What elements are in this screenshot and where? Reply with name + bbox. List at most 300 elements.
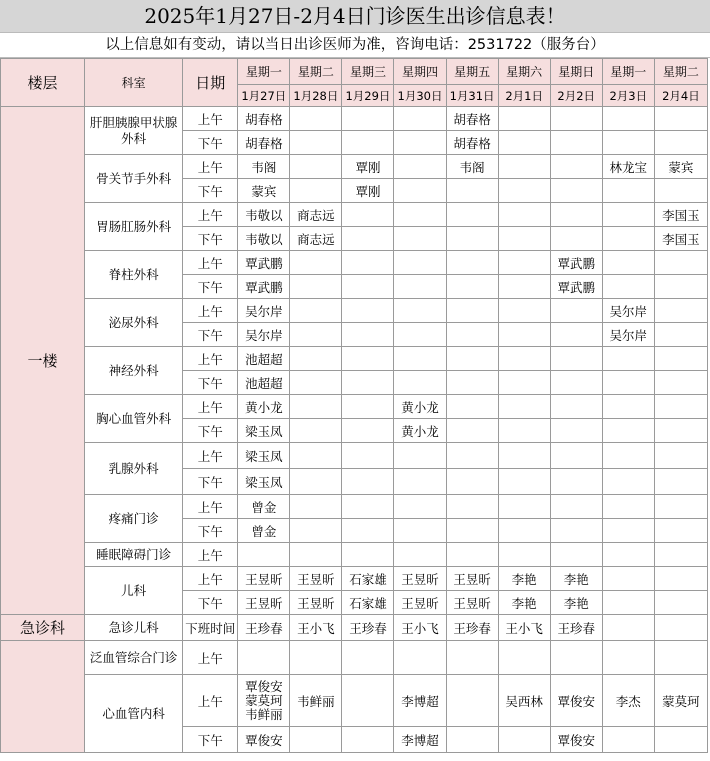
- doctor-cell: 梁玉凤: [238, 469, 290, 495]
- doctor-cell: [498, 323, 550, 347]
- doctor-cell: [602, 443, 654, 469]
- date-column-header: 1月28日: [290, 85, 342, 107]
- doctor-cell: 黄小龙: [394, 395, 446, 419]
- doctor-cell: [342, 419, 394, 443]
- doctor-cell: [498, 641, 550, 675]
- doctor-cell: [498, 371, 550, 395]
- doctor-cell: [498, 251, 550, 275]
- doctor-cell: [446, 469, 498, 495]
- doctor-cell: [654, 591, 707, 615]
- doctor-cell: [654, 299, 707, 323]
- date-header: 日期: [183, 59, 238, 107]
- doctor-cell: [290, 371, 342, 395]
- doctor-cell: 梁玉凤: [238, 443, 290, 469]
- doctor-cell: [498, 155, 550, 179]
- weekday-header: 星期六: [498, 59, 550, 85]
- doctor-cell: [394, 131, 446, 155]
- doctor-cell: [394, 227, 446, 251]
- doctor-cell: [238, 543, 290, 567]
- doctor-cell: 王珍春: [446, 615, 498, 641]
- doctor-cell: [446, 641, 498, 675]
- doctor-cell: [498, 131, 550, 155]
- table-row: [1, 299, 708, 323]
- doctor-cell: [290, 469, 342, 495]
- doctor-cell: [342, 727, 394, 753]
- doctor-cell: [394, 641, 446, 675]
- doctor-cell: [602, 567, 654, 591]
- department-name: 骨关节手外科: [85, 155, 183, 203]
- doctor-cell: [602, 519, 654, 543]
- weekday-header: 星期二: [290, 59, 342, 85]
- doctor-cell: 王昱昕: [394, 567, 446, 591]
- doctor-cell: [290, 641, 342, 675]
- doctor-cell: [602, 131, 654, 155]
- doctor-cell: [654, 727, 707, 753]
- doctor-cell: 覃武鹏: [550, 275, 602, 299]
- date-column-header: 1月31日: [446, 85, 498, 107]
- doctor-cell: 商志远: [290, 227, 342, 251]
- schedule-table: [0, 58, 708, 753]
- doctor-cell: 覃武鹏: [238, 251, 290, 275]
- doctor-cell: [342, 323, 394, 347]
- weekday-header: 星期三: [342, 59, 394, 85]
- doctor-cell: [446, 347, 498, 371]
- doctor-cell: [446, 275, 498, 299]
- doctor-cell: [602, 371, 654, 395]
- doctor-cell: [342, 203, 394, 227]
- doctor-cell: [602, 251, 654, 275]
- doctor-cell: [654, 543, 707, 567]
- weekday-header: 星期一: [602, 59, 654, 85]
- doctor-cell: [290, 727, 342, 753]
- doctor-cell: [290, 155, 342, 179]
- doctor-cell: [394, 275, 446, 299]
- doctor-cell: [550, 641, 602, 675]
- doctor-cell: [654, 107, 707, 131]
- doctor-cell: [550, 469, 602, 495]
- doctor-cell: [602, 495, 654, 519]
- department-name: 脊柱外科: [85, 251, 183, 299]
- doctor-cell: [342, 469, 394, 495]
- doctor-cell: [498, 443, 550, 469]
- time-slot: 下午: [183, 469, 238, 495]
- time-slot: 上午: [183, 567, 238, 591]
- doctor-cell: [550, 495, 602, 519]
- time-slot: 上午: [183, 675, 238, 727]
- doctor-cell: [498, 179, 550, 203]
- doctor-cell: 李艳: [550, 567, 602, 591]
- doctor-cell: [654, 347, 707, 371]
- table-row: [1, 107, 708, 131]
- doctor-cell: 覃刚: [342, 155, 394, 179]
- doctor-cell: [446, 179, 498, 203]
- date-column-header: 2月3日: [602, 85, 654, 107]
- doctor-cell: [394, 371, 446, 395]
- doctor-cell: [394, 107, 446, 131]
- doctor-cell: [290, 543, 342, 567]
- doctor-cell: 覃俊安 蒙莫珂 韦鲜丽: [238, 675, 290, 727]
- doctor-cell: [394, 347, 446, 371]
- time-slot: 下午: [183, 131, 238, 155]
- date-column-header: 2月2日: [550, 85, 602, 107]
- doctor-cell: [290, 251, 342, 275]
- doctor-cell: 蒙宾: [654, 155, 707, 179]
- doctor-cell: [290, 519, 342, 543]
- doctor-cell: [446, 395, 498, 419]
- time-slot: 上午: [183, 203, 238, 227]
- doctor-cell: [394, 323, 446, 347]
- doctor-cell: 王小飞: [290, 615, 342, 641]
- doctor-cell: [394, 519, 446, 543]
- doctor-cell: 池超超: [238, 371, 290, 395]
- doctor-cell: [602, 227, 654, 251]
- doctor-cell: [498, 469, 550, 495]
- department-name: 神经外科: [85, 347, 183, 395]
- doctor-cell: 覃刚: [342, 179, 394, 203]
- floor-label: 一楼: [1, 107, 85, 615]
- doctor-cell: 商志远: [290, 203, 342, 227]
- doctor-cell: [290, 275, 342, 299]
- time-slot: 上午: [183, 443, 238, 469]
- doctor-cell: [498, 495, 550, 519]
- table-row: [1, 203, 708, 227]
- doctor-cell: 吴尔岸: [238, 299, 290, 323]
- table-row: [1, 567, 708, 591]
- doctor-cell: 石家雄: [342, 567, 394, 591]
- time-slot: 下午: [183, 323, 238, 347]
- doctor-cell: [394, 155, 446, 179]
- time-slot: 下午: [183, 179, 238, 203]
- doctor-cell: [342, 251, 394, 275]
- doctor-cell: [446, 227, 498, 251]
- doctor-cell: [446, 203, 498, 227]
- doctor-cell: [550, 395, 602, 419]
- doctor-cell: [342, 495, 394, 519]
- doctor-cell: 池超超: [238, 347, 290, 371]
- weekday-header: 星期日: [550, 59, 602, 85]
- date-column-header: 1月29日: [342, 85, 394, 107]
- doctor-cell: 林龙宝: [602, 155, 654, 179]
- table-row: [1, 395, 708, 419]
- doctor-cell: 王小飞: [394, 615, 446, 641]
- time-slot: 下午: [183, 727, 238, 753]
- date-column-header: 2月1日: [498, 85, 550, 107]
- doctor-cell: [498, 299, 550, 323]
- doctor-cell: 李杰: [602, 675, 654, 727]
- department-name: 乳腺外科: [85, 443, 183, 495]
- doctor-cell: 王昱昕: [446, 567, 498, 591]
- doctor-cell: 吴尔岸: [602, 323, 654, 347]
- doctor-cell: 王昱昕: [290, 591, 342, 615]
- doctor-cell: [342, 107, 394, 131]
- doctor-cell: 黄小龙: [238, 395, 290, 419]
- doctor-cell: 曾金: [238, 519, 290, 543]
- doctor-cell: [654, 615, 707, 641]
- weekday-header: 星期一: [238, 59, 290, 85]
- doctor-cell: 王小飞: [498, 615, 550, 641]
- doctor-cell: 王昱昕: [238, 591, 290, 615]
- doctor-cell: [602, 107, 654, 131]
- doctor-cell: 韦鲜丽: [290, 675, 342, 727]
- doctor-cell: [602, 395, 654, 419]
- floor-label: [1, 641, 85, 753]
- department-name: 儿科: [85, 567, 183, 615]
- doctor-cell: 梁玉凤: [238, 419, 290, 443]
- doctor-cell: [498, 227, 550, 251]
- doctor-cell: 胡春格: [238, 107, 290, 131]
- doctor-cell: [394, 203, 446, 227]
- doctor-cell: [342, 227, 394, 251]
- doctor-cell: 覃俊安: [550, 675, 602, 727]
- doctor-cell: [498, 275, 550, 299]
- doctor-cell: 胡春格: [238, 131, 290, 155]
- table-row: [1, 443, 708, 469]
- doctor-cell: [602, 469, 654, 495]
- doctor-cell: 韦敬以: [238, 227, 290, 251]
- doctor-cell: [654, 641, 707, 675]
- doctor-cell: 李国玉: [654, 227, 707, 251]
- doctor-cell: 王珍春: [550, 615, 602, 641]
- doctor-cell: [550, 107, 602, 131]
- weekday-header: 星期二: [654, 59, 707, 85]
- doctor-cell: [394, 251, 446, 275]
- doctor-cell: [654, 323, 707, 347]
- doctor-cell: 王珍春: [342, 615, 394, 641]
- doctor-cell: [602, 641, 654, 675]
- time-slot: 上午: [183, 347, 238, 371]
- doctor-cell: [498, 419, 550, 443]
- doctor-cell: 石家雄: [342, 591, 394, 615]
- doctor-cell: 曾金: [238, 495, 290, 519]
- doctor-cell: 韦阁: [238, 155, 290, 179]
- doctor-cell: [654, 495, 707, 519]
- doctor-cell: [602, 275, 654, 299]
- doctor-cell: 胡春格: [446, 107, 498, 131]
- doctor-cell: [498, 347, 550, 371]
- doctor-cell: 蒙莫珂: [654, 675, 707, 727]
- weekday-header: 星期五: [446, 59, 498, 85]
- doctor-cell: 蒙宾: [238, 179, 290, 203]
- doctor-cell: [654, 469, 707, 495]
- time-slot: 上午: [183, 107, 238, 131]
- doctor-cell: [342, 519, 394, 543]
- department-name: 肝胆胰腺甲状腺外科: [85, 107, 183, 155]
- time-slot: 下午: [183, 227, 238, 251]
- doctor-cell: 覃俊安: [238, 727, 290, 753]
- doctor-cell: [342, 675, 394, 727]
- doctor-cell: [342, 443, 394, 469]
- doctor-cell: 李博超: [394, 675, 446, 727]
- time-slot: 下午: [183, 519, 238, 543]
- doctor-cell: [602, 591, 654, 615]
- time-slot: 上午: [183, 641, 238, 675]
- time-slot: 上午: [183, 395, 238, 419]
- doctor-cell: [290, 419, 342, 443]
- doctor-cell: [290, 323, 342, 347]
- department-name: 心血管内科: [85, 675, 183, 753]
- doctor-cell: [654, 131, 707, 155]
- doctor-cell: [654, 443, 707, 469]
- table-row: [1, 347, 708, 371]
- doctor-cell: [550, 227, 602, 251]
- table-row: [1, 641, 708, 675]
- floor-label: 急诊科: [1, 615, 85, 641]
- doctor-cell: [550, 543, 602, 567]
- time-slot: 上午: [183, 299, 238, 323]
- doctor-cell: [550, 203, 602, 227]
- doctor-cell: [602, 179, 654, 203]
- doctor-cell: 李艳: [550, 591, 602, 615]
- doctor-cell: [446, 323, 498, 347]
- table-row: [1, 251, 708, 275]
- doctor-cell: [498, 543, 550, 567]
- department-name: 疼痛门诊: [85, 495, 183, 543]
- doctor-cell: [394, 495, 446, 519]
- time-slot: 下午: [183, 419, 238, 443]
- doctor-cell: 胡春格: [446, 131, 498, 155]
- doctor-cell: [602, 543, 654, 567]
- doctor-cell: [394, 469, 446, 495]
- doctor-cell: [654, 275, 707, 299]
- doctor-cell: 覃俊安: [550, 727, 602, 753]
- doctor-cell: [550, 443, 602, 469]
- doctor-cell: [654, 395, 707, 419]
- doctor-cell: [602, 203, 654, 227]
- time-slot: 上午: [183, 155, 238, 179]
- time-slot: 上午: [183, 251, 238, 275]
- doctor-cell: [550, 519, 602, 543]
- time-slot: 下午: [183, 591, 238, 615]
- doctor-cell: 覃武鹏: [238, 275, 290, 299]
- doctor-cell: [654, 519, 707, 543]
- doctor-cell: [290, 107, 342, 131]
- doctor-cell: [290, 443, 342, 469]
- doctor-cell: [290, 347, 342, 371]
- doctor-cell: [290, 395, 342, 419]
- doctor-cell: [602, 727, 654, 753]
- department-name: 胸心血管外科: [85, 395, 183, 443]
- doctor-cell: 吴西林: [498, 675, 550, 727]
- doctor-cell: [602, 615, 654, 641]
- department-name: 泌尿外科: [85, 299, 183, 347]
- doctor-cell: [550, 347, 602, 371]
- doctor-cell: [446, 299, 498, 323]
- page-subtitle: 以上信息如有变动，请以当日出诊医师为准，咨询电话：2531722（服务台）: [0, 33, 710, 58]
- doctor-cell: 李博超: [394, 727, 446, 753]
- doctor-cell: [446, 419, 498, 443]
- doctor-cell: [498, 519, 550, 543]
- doctor-cell: [342, 395, 394, 419]
- doctor-cell: [342, 275, 394, 299]
- doctor-cell: [654, 371, 707, 395]
- doctor-cell: 李艳: [498, 567, 550, 591]
- doctor-cell: [550, 419, 602, 443]
- doctor-cell: [654, 251, 707, 275]
- doctor-cell: [290, 299, 342, 323]
- table-row: [1, 155, 708, 179]
- doctor-cell: [446, 443, 498, 469]
- doctor-cell: [394, 299, 446, 323]
- date-column-header: 1月27日: [238, 85, 290, 107]
- doctor-cell: 王昱昕: [446, 591, 498, 615]
- doctor-cell: 王珍春: [238, 615, 290, 641]
- doctor-cell: [446, 251, 498, 275]
- doctor-cell: [290, 179, 342, 203]
- department-header: 科室: [85, 59, 183, 107]
- time-slot: 下午: [183, 275, 238, 299]
- doctor-cell: [446, 519, 498, 543]
- doctor-cell: 吴尔岸: [238, 323, 290, 347]
- doctor-cell: [290, 495, 342, 519]
- doctor-cell: 韦敬以: [238, 203, 290, 227]
- doctor-cell: 黄小龙: [394, 419, 446, 443]
- doctor-cell: 王昱昕: [290, 567, 342, 591]
- weekday-header: 星期四: [394, 59, 446, 85]
- doctor-cell: 李艳: [498, 591, 550, 615]
- doctor-cell: [394, 543, 446, 567]
- doctor-cell: [550, 299, 602, 323]
- doctor-cell: [342, 347, 394, 371]
- page-title: 2025年1月27日-2月4日门诊医生出诊信息表！: [0, 0, 710, 33]
- doctor-cell: [550, 179, 602, 203]
- doctor-cell: [498, 727, 550, 753]
- floor-header: 楼层: [1, 59, 85, 107]
- doctor-cell: [238, 641, 290, 675]
- doctor-cell: 王昱昕: [394, 591, 446, 615]
- date-column-header: 2月4日: [654, 85, 707, 107]
- time-slot: 上午: [183, 495, 238, 519]
- table-row: [1, 543, 708, 567]
- doctor-cell: [654, 567, 707, 591]
- doctor-cell: [290, 131, 342, 155]
- doctor-cell: [602, 419, 654, 443]
- doctor-cell: [498, 203, 550, 227]
- doctor-cell: [394, 443, 446, 469]
- doctor-cell: 覃武鹏: [550, 251, 602, 275]
- doctor-cell: [446, 543, 498, 567]
- doctor-cell: [498, 395, 550, 419]
- doctor-cell: [550, 131, 602, 155]
- doctor-cell: 吴尔岸: [602, 299, 654, 323]
- doctor-cell: 李国玉: [654, 203, 707, 227]
- doctor-cell: [342, 543, 394, 567]
- department-name: 急诊儿科: [85, 615, 183, 641]
- doctor-cell: [446, 495, 498, 519]
- doctor-cell: [550, 323, 602, 347]
- doctor-cell: 韦阁: [446, 155, 498, 179]
- doctor-cell: [602, 347, 654, 371]
- table-row: [1, 615, 708, 641]
- doctor-cell: [654, 179, 707, 203]
- date-column-header: 1月30日: [394, 85, 446, 107]
- time-slot: 上午: [183, 543, 238, 567]
- table-row: [1, 495, 708, 519]
- doctor-cell: [654, 419, 707, 443]
- doctor-cell: [550, 371, 602, 395]
- doctor-cell: [342, 371, 394, 395]
- doctor-cell: [342, 299, 394, 323]
- doctor-cell: [498, 107, 550, 131]
- doctor-cell: [446, 727, 498, 753]
- doctor-cell: [446, 675, 498, 727]
- department-name: 泛血管综合门诊: [85, 641, 183, 675]
- doctor-cell: [342, 131, 394, 155]
- doctor-cell: [446, 371, 498, 395]
- doctor-cell: [550, 155, 602, 179]
- doctor-cell: [342, 641, 394, 675]
- department-name: 胃肠肛肠外科: [85, 203, 183, 251]
- doctor-cell: 王昱昕: [238, 567, 290, 591]
